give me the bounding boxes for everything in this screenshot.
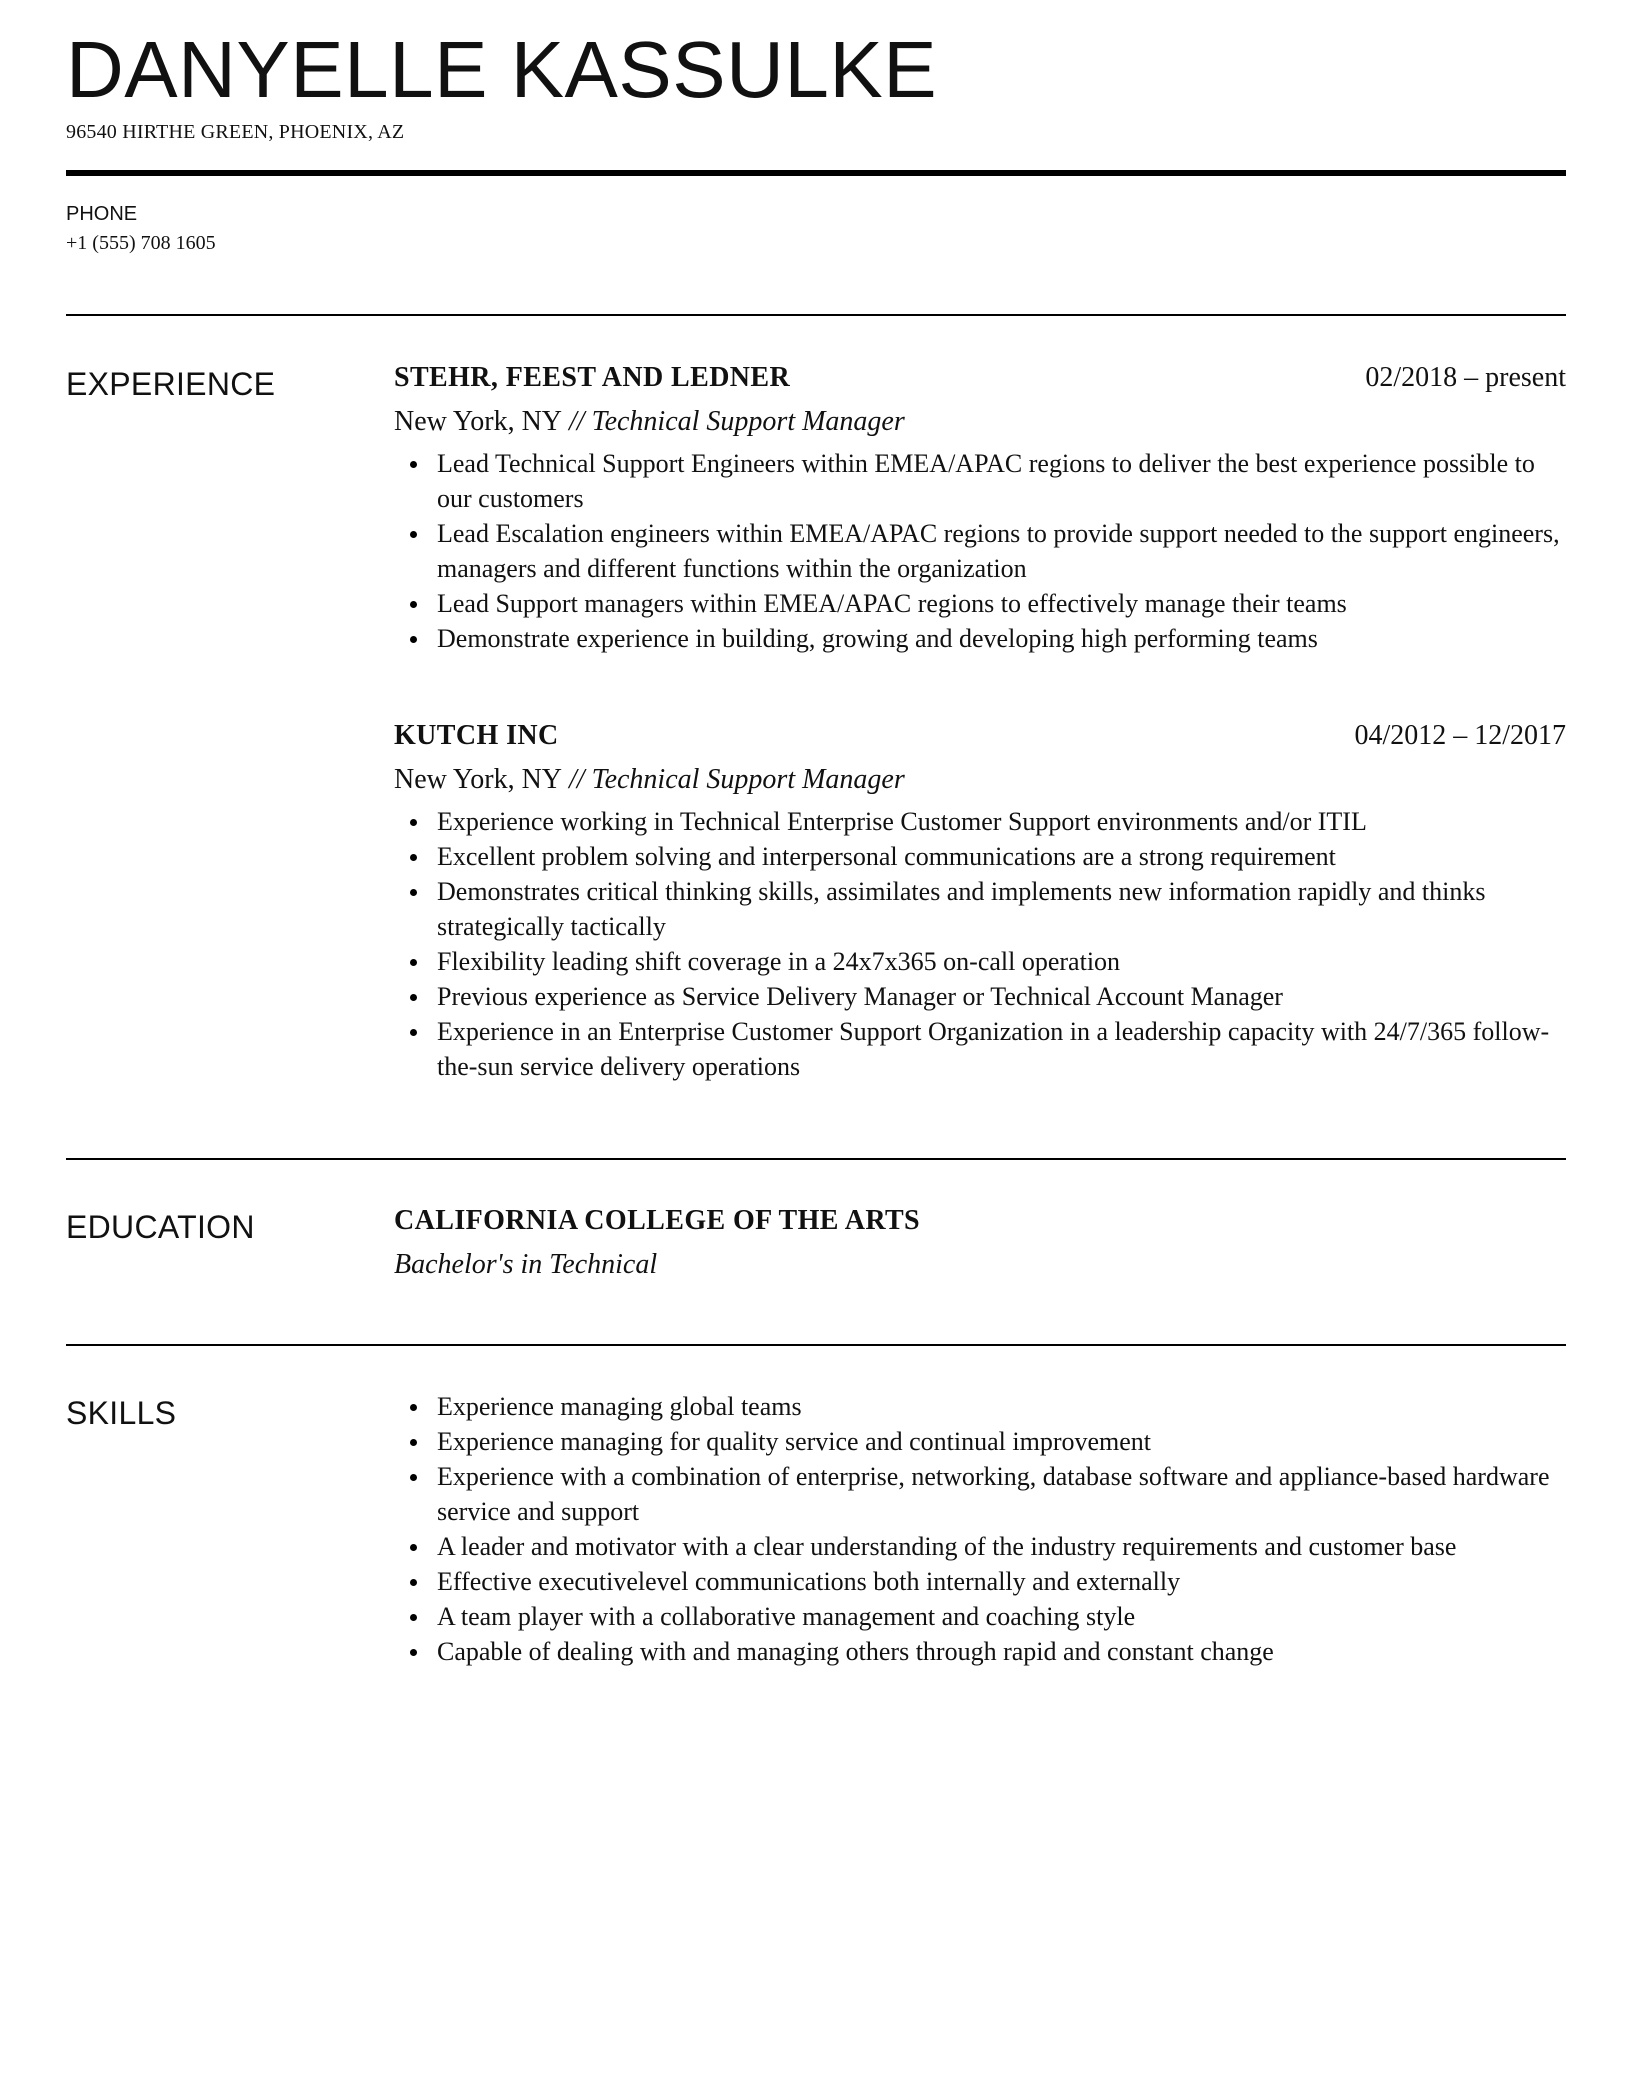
job-title: Technical Support Manager [591,406,905,437]
list-item: Lead Technical Support Engineers within EMEA/APAC regions to deliver the best experience possible to our customers [437,446,1566,516]
company-name: STEHR, FEEST AND LEDNER [394,362,791,393]
title-separator: // [562,406,592,437]
job-location: New York, NY [394,406,563,437]
job-location: New York, NY [394,764,563,795]
job-entry [394,362,1566,656]
list-item: A leader and motivator with a clear understanding of the industry requirements and customer base [437,1529,1566,1564]
job-entry [394,720,1566,1084]
list-item: Previous experience as Service Delivery Manager or Technical Account Manager [437,979,1566,1014]
job-subline [394,402,1566,442]
skills-list [394,1389,1566,1669]
job-dates: 02/2018 – present [1365,362,1566,393]
list-item: Experience working in Technical Enterprise Customer Support environments and/or ITIL [437,804,1566,839]
list-item: Flexibility leading shift coverage in a 24x7x365 on-call operation [437,944,1566,979]
list-item: Demonstrates critical thinking skills, assimilates and implements new information rapidly and thinks strategically tactically [437,874,1566,944]
section-divider [66,1158,1566,1160]
list-item: Experience managing global teams [437,1389,1566,1424]
list-item: Lead Escalation engineers within EMEA/APAC regions to provide support needed to the support engineers, managers and different functions within the organization [437,516,1566,586]
section-divider [66,1344,1566,1346]
section-divider [66,314,1566,316]
experience-heading: EXPERIENCE [66,366,276,402]
list-item: Experience with a combination of enterprise, networking, database software and appliance-based hardware service and support [437,1459,1566,1529]
skills-heading: SKILLS [66,1395,177,1431]
job-duties [394,446,1566,656]
job-duties [394,804,1566,1084]
phone-label: PHONE [66,203,138,225]
job-title: Technical Support Manager [591,764,905,795]
title-separator: // [562,764,592,795]
school-name: CALIFORNIA COLLEGE OF THE ARTS [394,1205,921,1236]
skills-section [394,1389,1566,1669]
degree: Bachelor's in Technical [394,1249,658,1280]
list-item: A team player with a collaborative management and coaching style [437,1599,1566,1634]
list-item: Demonstrate experience in building, growing and developing high performing teams [437,621,1566,656]
job-subline [394,760,1566,800]
phone-number: +1 (555) 708 1605 [66,232,216,254]
list-item: Lead Support managers within EMEA/APAC regions to effectively manage their teams [437,586,1566,621]
candidate-name: DANYELLE KASSULKE [66,25,938,114]
company-name: KUTCH INC [394,720,559,751]
education-heading: EDUCATION [66,1209,255,1245]
list-item: Experience in an Enterprise Customer Support Organization in a leadership capacity with 24/7/365 follow-the-sun service delivery operations [437,1014,1566,1084]
address: 96540 HIRTHE GREEN, PHOENIX, AZ [66,121,405,143]
list-item: Capable of dealing with and managing others through rapid and constant change [437,1634,1566,1669]
list-item: Excellent problem solving and interpersonal communications are a strong requirement [437,839,1566,874]
education-section [394,1205,1566,1285]
job-dates: 04/2012 – 12/2017 [1354,720,1566,751]
header-divider [66,170,1566,176]
list-item: Effective executivelevel communications both internally and externally [437,1564,1566,1599]
list-item: Experience managing for quality service and continual improvement [437,1424,1566,1459]
